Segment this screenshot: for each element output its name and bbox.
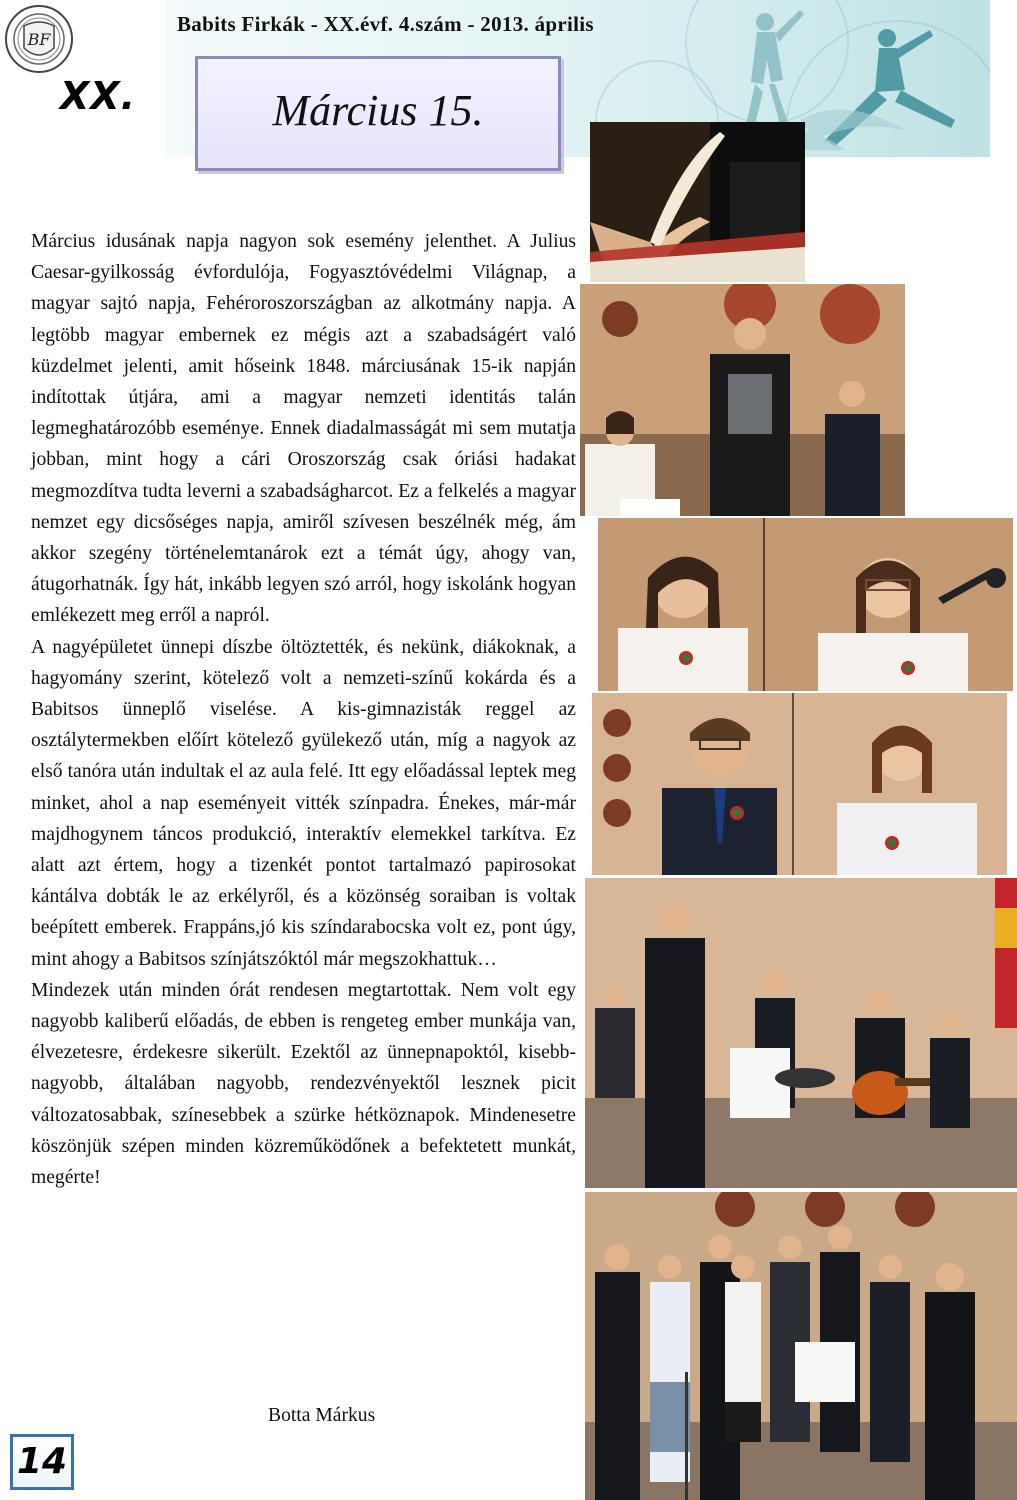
stage-performers-photo: [580, 284, 905, 516]
article-paragraph: Mindezek után minden órát rendesen megtartottak. Nem volt egy nagyobb kaliberű előadás, de ebben is rengeteg ember munkája van, élvezetesre, érdekesre sikerült. Ezektől az ünnepnapoktól, kisebb-nagyobb, általában nagyobb, rendezvényektől lesznek picit változatosabbak, színesebbek a szürke hétköznapok. Mindenesetre köszönjük szépen minden közreműködőnek a befektetett munkát, megérte!: [31, 979, 576, 1189]
author-name: Botta Márkus: [268, 1405, 376, 1426]
seal-letters: BF: [27, 30, 51, 49]
boy-and-girl-singing-photo: [592, 693, 1007, 875]
article-paragraph: A nagyépületet ünnepi díszbe öltöztették, és nekünk, diákoknak, a hagyomány szerint, kötelező volt a nemzeti-színű kokárda és a Babitsos ünneplő viselése. A kis-gimnazisták reggel az osztálytermekben előírt kötelező gyülekező után, míg a nagyok az első tanóra után indultak el az aula felé. Itt egy előadással leptek meg minket, ahol a nap eseményeit vitték színpadra. Énekes, már-már majdhogynem táncos produkció, interaktív elemekkel tarkítva. Ez alatt azt értem, hogy a tizenkét pontot tartalmazó papirosokat kántálva dobták le az erkélyről, és a közönség soraiban is voltak beépített emberek. Frappáns,jó kis színdarabocska volt ez, pont úgy, mint ahogy a Babitsos színjátszóktól már megszokhattuk…: [31, 636, 576, 970]
school-seal-logo: [4, 4, 74, 74]
volume-mark: XX.: [60, 74, 137, 118]
quill-writing-photo: [590, 122, 805, 282]
stage-band-photo: [585, 878, 1017, 1188]
two-girls-singing-photo: [598, 518, 1013, 691]
article-title-box: [195, 56, 561, 171]
article-body: [31, 226, 576, 1193]
article-title: Március 15.: [272, 86, 484, 135]
page-number: 14: [10, 1434, 74, 1490]
publication-line: Babits Firkák - XX.évf. 4.szám - 2013. április: [177, 12, 594, 36]
article-paragraph: Március idusának napja nagyon sok esemény jelenthet. A Julius Caesar-gyilkosság évfordulója, Fogyasztóvédelmi Világnap, a magyar sajtó napja, Fehéroroszországban az alkotmány napja. A legtöbb magyar embernek ez mégis azt a szabadságért való küzdelmet jelenti, amit hőseink 1848. márciusának 15-ik napján indítottak útjára, ami a magyar nemzeti identitás talán legmeghatározóbb eseménye. Ennek diadalmasságát mi sem mutatja jobban, mint hogy a cári Oroszország csak óriási hadakat megmozdítva tudta leverni a szabadságharcot. Ez a felkelés a magyar nemzet egy dicsőséges napja, amiről szívesen beszélnék még, ám akkor szegény történelemtanárok ezt a témát úgy, ahogy van, átugorhatnák. Így hát, inkább legyen szó arról, hogy iskolánk hogyan emlékezett meg erről a napról.: [31, 231, 576, 627]
cast-lineup-photo: [585, 1192, 1017, 1500]
